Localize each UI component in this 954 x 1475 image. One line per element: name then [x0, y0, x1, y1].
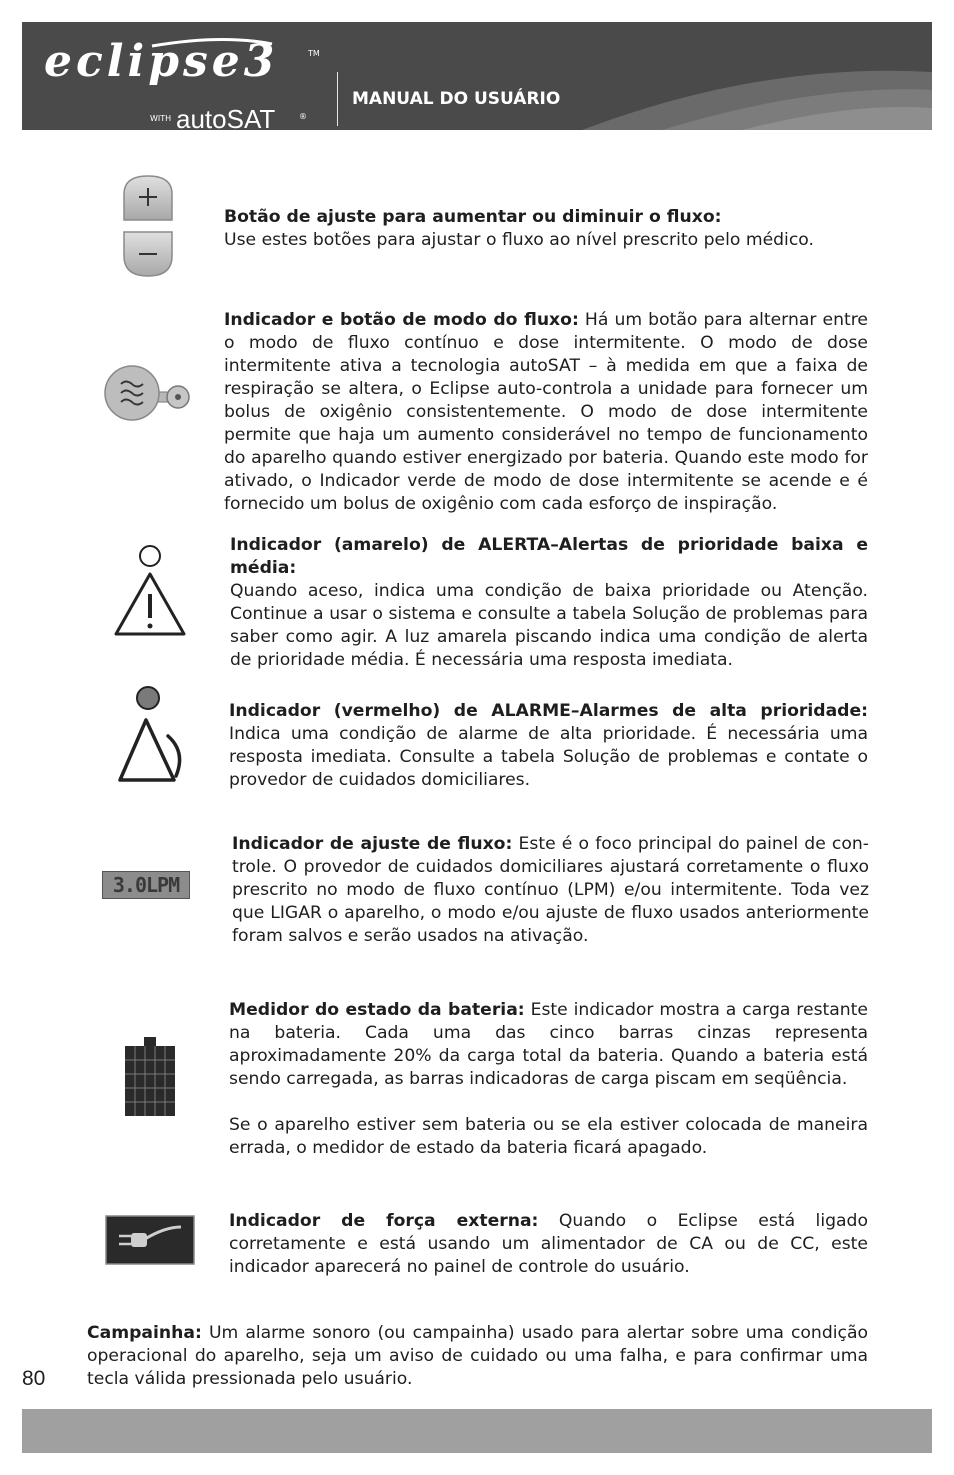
battery-gauge-icon	[124, 1037, 176, 1117]
section-text: Há um botão para alternar entre o modo de fluxo contínuo e dose intermitente. O modo de dose intermitente ativa a tecnologia autoSAT – à medida em que a faixa de respiração se altera, o Eclipse auto-controla a unidade para fornecer um bolus de oxigênio consistentemente. O modo de dose intermitente permite que haja um aumento considerável no tempo de funcionamento do aparelho quando estiver energizado por bateria. Quando este modo for ativado, o Indicador verde de modo de dose intermitente se acende e é fornecido um bolus de oxigênio com cada esforço de inspiração.	[224, 310, 868, 514]
plus-minus-buttons-icon	[118, 172, 178, 280]
logo-with-label: WITH	[150, 114, 172, 123]
flow-mode-button-icon	[102, 364, 194, 422]
flow-mode-section	[224, 309, 868, 516]
alarm-section	[229, 700, 868, 792]
section-title: Indicador (amarelo) de ALERTA–Alertas de prioridade baixa e média:	[230, 535, 868, 578]
flow-setting-section	[232, 833, 869, 948]
brand-logo-wordmark: eclipse3	[44, 36, 279, 87]
red-alarm-bell-icon	[112, 684, 188, 788]
lcd-flow-display-icon: 3.0LPM	[102, 871, 190, 899]
registered-mark: ®	[299, 112, 307, 121]
alert-section	[230, 534, 868, 672]
page-footer-bar	[22, 1409, 932, 1453]
yellow-alert-triangle-icon	[112, 542, 188, 638]
trademark-mark: TM	[308, 49, 320, 58]
section-text: Use estes botões para ajustar o fluxo ao nível prescrito pelo médico.	[224, 230, 814, 250]
section-text: Indica uma condição de alarme de alta prioridade. É necessária uma resposta imediata. Consulte a tabela Solução de problemas e contate o provedor de cuidados domiciliares.	[229, 724, 868, 790]
page-header	[22, 22, 932, 130]
section-title: Medidor do estado da bateria:	[229, 1000, 525, 1020]
bell-section	[87, 1322, 868, 1391]
brand-logo-subtitle: autoSAT	[176, 104, 276, 130]
header-divider	[337, 72, 338, 126]
section-text: Este indicador mostra a carga restante na bateria. Cada uma das cinco barras cinzas representa aproximadamente 20% da carga total da bateria. Quando a bateria está sendo carregada, as barras indicadoras de carga piscam em seqüência.	[229, 1000, 868, 1089]
section-text: Este é o foco principal do painel de con-trole. O provedor de cuidados domiciliares ajustará corretamente o fluxo prescrito no modo de fluxo contínuo (LPM) e/ou intermitente. Toda vez que LIGAR o aparelho, o modo e/ou ajuste de fluxo usados anteriormente foram salvos e serão usados na ativação.	[232, 834, 869, 946]
section-text: Quando aceso, indica uma condição de baixa prioridade ou Atenção. Continue a usar o sistema e consulte a tabela Solução de problemas para saber como agir. A luz amarela piscando indica uma condição de alerta de prioridade média. É necessária uma resposta imediata.	[230, 581, 868, 670]
section-text: Um alarme sonoro (ou campainha) usado para alertar sobre uma condição operacional do aparelho, seja um aviso de cuidado ou uma falha, e para confirmar uma tecla válida pressionada pelo usuário.	[87, 1323, 869, 1389]
section-title: Indicador e botão de modo do fluxo:	[224, 310, 579, 330]
section-text-secondary: Se o aparelho estiver sem bateria ou se ela estiver colocada de maneira errada, o medidor de estado da bateria ficará apagado.	[229, 1115, 868, 1158]
section-title: Indicador de força externa:	[229, 1211, 539, 1231]
section-title: Campainha:	[87, 1323, 202, 1343]
section-text: Quando o Eclipse está ligado corretamente e está usando um alimentador de CA ou de CC, este indicador aparecerá no painel de controle do usuário.	[229, 1211, 868, 1277]
section-title: Botão de ajuste para aumentar ou diminuir o fluxo:	[224, 207, 722, 227]
battery-section	[229, 999, 868, 1160]
page-title: MANUAL DO USUÁRIO	[352, 89, 561, 109]
external-power-plug-icon	[105, 1215, 195, 1265]
section-title: Indicador de ajuste de fluxo:	[232, 834, 513, 854]
external-power-section	[229, 1210, 868, 1279]
section-title: Indicador (vermelho) de ALARME–Alarmes de alta prioridade:	[229, 701, 868, 721]
page-number: 80	[22, 1367, 46, 1390]
flow-adjust-section	[224, 206, 868, 252]
